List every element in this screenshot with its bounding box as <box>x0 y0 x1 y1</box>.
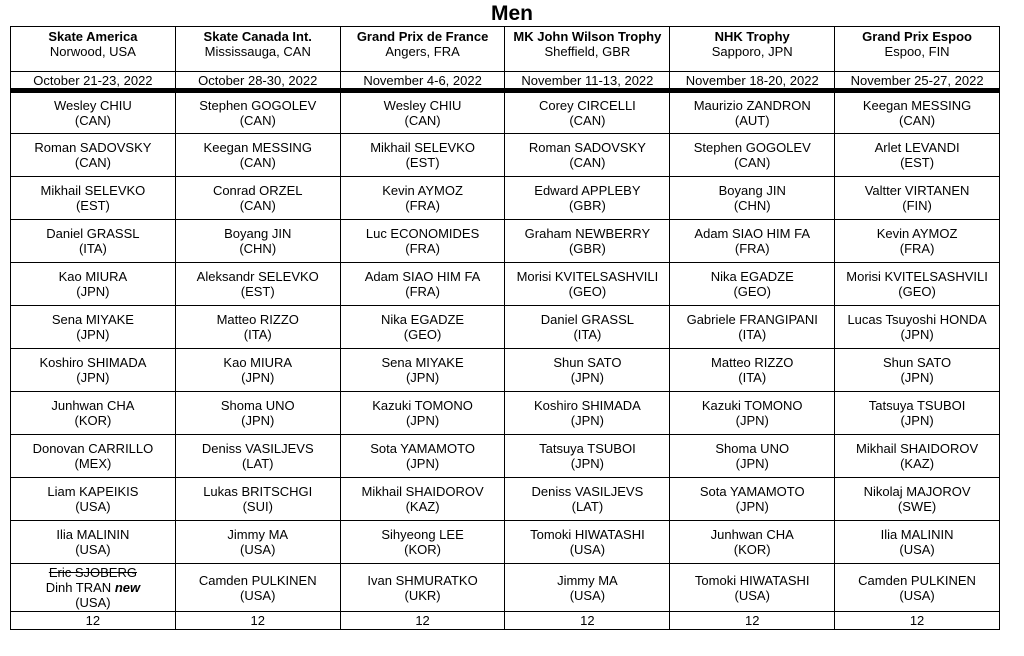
event-header <box>505 27 670 72</box>
skater-name: Shoma UNO <box>715 441 790 456</box>
skater-nation: (CAN) <box>569 155 606 170</box>
skater-name: Sota YAMAMOTO <box>370 441 475 456</box>
skater-name: Tatsuya TSUBOI <box>868 398 966 413</box>
skater-name: Junhwan CHA <box>51 398 135 413</box>
count-row <box>11 612 1000 630</box>
skater-nation: (FRA) <box>405 198 440 213</box>
table-row <box>11 306 1000 349</box>
skater-nation: (GBR) <box>568 198 606 213</box>
skater-name: Camden PULKINEN <box>858 572 976 588</box>
skater-cell <box>835 263 1000 306</box>
skater-name: Adam SIAO HIM FA <box>364 269 481 284</box>
skater-cell <box>835 134 1000 177</box>
skater-nation: (USA) <box>569 542 606 557</box>
skater-nation: (JPN) <box>405 413 440 428</box>
event-name: Grand Prix de France <box>356 29 489 44</box>
skater-name: Kao MIURA <box>58 269 128 284</box>
skater-name: Deniss VASILJEVS <box>201 441 314 456</box>
skater-cell <box>11 521 176 564</box>
skater-cell <box>175 392 340 435</box>
skater-cell <box>835 564 1000 612</box>
skater-cell <box>175 177 340 220</box>
skater-nation: (CAN) <box>899 113 936 128</box>
skater-name: Koshiro SHIMADA <box>39 355 147 370</box>
skater-cell <box>670 564 835 612</box>
skater-nation: (FRA) <box>405 241 440 256</box>
skater-nation: (JPN) <box>76 284 110 299</box>
skater-cell <box>175 435 340 478</box>
event-dates: October 21-23, 2022 <box>11 72 176 91</box>
skater-nation: (FRA) <box>405 284 440 299</box>
entry-count: 12 <box>11 612 176 630</box>
skater-nation: (CAN) <box>74 155 111 170</box>
skater-name: Sena MIYAKE <box>381 355 464 370</box>
skater-nation: (JPN) <box>900 413 934 428</box>
skater-nation: (KAZ) <box>900 456 935 471</box>
skater-name: Liam KAPEIKIS <box>47 484 139 499</box>
skater-name: Ilia MALININ <box>56 527 130 542</box>
skater-nation: (JPN) <box>570 413 604 428</box>
skater-name: Sena MIYAKE <box>51 312 134 327</box>
skater-nation: (KOR) <box>74 413 112 428</box>
skater-name: Roman SADOVSKY <box>528 140 646 155</box>
skater-nation: (JPN) <box>241 413 275 428</box>
skater-name: Nika EGADZE <box>381 312 465 327</box>
skater-name: Mikhail SELEVKO <box>370 140 475 155</box>
entry-count: 12 <box>835 612 1000 630</box>
skater-nation: (KOR) <box>404 542 441 557</box>
skater-cell <box>670 521 835 564</box>
entry-count: 12 <box>340 612 505 630</box>
skater-nation: (EST) <box>405 155 440 170</box>
skater-nation: (CAN) <box>569 113 606 128</box>
skater-nation: (KAZ) <box>405 499 440 514</box>
entry-count: 12 <box>670 612 835 630</box>
skater-cell <box>340 306 505 349</box>
skater-nation: (USA) <box>899 542 935 557</box>
table-row <box>11 263 1000 306</box>
skater-cell <box>340 263 505 306</box>
skater-nation: (ITA) <box>78 241 107 256</box>
skater-nation: (JPN) <box>570 370 604 385</box>
skater-nation: (JPN) <box>241 370 275 385</box>
skater-nation: (JPN) <box>900 370 934 385</box>
skater-nation: (GBR) <box>568 241 606 256</box>
skater-cell <box>340 177 505 220</box>
skater-name: Jimmy MA <box>557 572 618 588</box>
skater-name: Mikhail SHAIDOROV <box>856 441 979 456</box>
skater-cell <box>670 263 835 306</box>
skater-name: Mikhail SHAIDOROV <box>361 484 484 499</box>
skater-cell <box>340 220 505 263</box>
skater-nation: (GEO) <box>898 284 936 299</box>
assignments-table <box>10 26 1000 630</box>
skater-nation: (CAN) <box>74 113 111 128</box>
skater-name: Kazuki TOMONO <box>701 398 803 413</box>
skater-nation: (USA) <box>75 595 111 610</box>
skater-cell <box>835 91 1000 134</box>
skater-cell <box>505 392 670 435</box>
event-dates: November 25-27, 2022 <box>835 72 1000 91</box>
skater-cell <box>11 177 176 220</box>
skater-nation: (GEO) <box>403 327 442 342</box>
skater-cell <box>175 306 340 349</box>
skater-cell <box>835 521 1000 564</box>
event-dates: November 11-13, 2022 <box>505 72 670 91</box>
event-name: Skate America <box>48 29 138 44</box>
skater-nation: (FIN) <box>902 198 932 213</box>
event-location: Sheffield, GBR <box>544 44 631 59</box>
skater-nation: (JPN) <box>735 456 769 471</box>
entry-count: 12 <box>175 612 340 630</box>
skater-name: Conrad ORZEL <box>212 183 303 198</box>
skater-nation: (JPN) <box>570 456 604 471</box>
skater-nation: (USA) <box>75 542 111 557</box>
event-name: NHK Trophy <box>714 29 790 44</box>
skater-cell <box>175 263 340 306</box>
table-row <box>11 478 1000 521</box>
skater-nation: (EST) <box>75 198 110 213</box>
event-header <box>835 27 1000 72</box>
skater-cell <box>11 263 176 306</box>
skater-cell <box>11 349 176 392</box>
table-row <box>11 564 1000 612</box>
skater-nation: (CAN) <box>239 113 276 128</box>
skater-nation: (FRA) <box>899 241 935 256</box>
skater-nation: (JPN) <box>76 327 110 342</box>
skater-cell <box>175 478 340 521</box>
table-row <box>11 435 1000 478</box>
skater-nation: (SWE) <box>897 499 937 514</box>
skater-nation: (ITA) <box>738 327 767 342</box>
table-row <box>11 521 1000 564</box>
skater-cell <box>11 392 176 435</box>
event-name: Grand Prix Espoo <box>862 29 972 44</box>
skater-name: Camden PULKINEN <box>198 572 317 588</box>
event-name: Skate Canada Int. <box>203 29 312 44</box>
skater-cell <box>11 435 176 478</box>
skater-cell <box>175 564 340 612</box>
skater-nation: (USA) <box>899 587 935 603</box>
skater-nation: (EST) <box>900 155 935 170</box>
skater-cell <box>340 521 505 564</box>
skater-cell <box>505 435 670 478</box>
skater-name: Kevin AYMOZ <box>876 226 958 241</box>
skater-cell <box>835 349 1000 392</box>
skater-nation: (JPN) <box>735 413 769 428</box>
skater-name: Kazuki TOMONO <box>372 398 473 413</box>
skater-nation: (JPN) <box>76 370 110 385</box>
table-row <box>11 349 1000 392</box>
skater-cell <box>175 521 340 564</box>
skater-nation: (SUI) <box>242 499 273 514</box>
skater-name: Lukas BRITSCHGI <box>203 484 313 499</box>
skater-cell <box>835 177 1000 220</box>
event-dates: October 28-30, 2022 <box>175 72 340 91</box>
skater-cell <box>670 349 835 392</box>
skater-cell <box>340 392 505 435</box>
event-location: Norwood, USA <box>49 44 136 59</box>
event-dates-row <box>11 72 1000 91</box>
skater-name: Luc ECONOMIDES <box>365 226 480 241</box>
skater-name: Corey CIRCELLI <box>538 98 636 113</box>
skater-nation: (KOR) <box>733 542 771 557</box>
skater-cell <box>11 478 176 521</box>
skater-name: Gabriele FRANGIPANI <box>686 312 818 327</box>
skater-name: Tatsuya TSUBOI <box>539 441 636 456</box>
skater-cell <box>505 521 670 564</box>
skater-cell <box>505 134 670 177</box>
skater-cell <box>670 220 835 263</box>
skater-cell <box>670 392 835 435</box>
skater-cell <box>670 478 835 521</box>
skater-cell <box>670 435 835 478</box>
skater-name: Boyang JIN <box>718 183 786 198</box>
skater-cell <box>11 306 176 349</box>
skater-nation: (CAN) <box>239 155 276 170</box>
table-row <box>11 91 1000 134</box>
event-header <box>11 27 176 72</box>
replacement-line <box>13 580 173 595</box>
table-row <box>11 392 1000 435</box>
skater-name: Wesley CHIU <box>54 98 132 113</box>
skater-cell <box>670 134 835 177</box>
page-title: Men <box>491 2 533 25</box>
skater-nation: (JPN) <box>405 370 440 385</box>
skater-nation: (LAT) <box>571 499 604 514</box>
skater-nation: (GEO) <box>733 284 771 299</box>
skater-name: Shun SATO <box>882 355 952 370</box>
skater-cell <box>835 220 1000 263</box>
event-dates: November 4-6, 2022 <box>340 72 505 91</box>
skater-name: Graham NEWBERRY <box>524 226 651 241</box>
skater-cell <box>505 564 670 612</box>
skater-cell <box>340 564 505 612</box>
new-badge: new <box>114 580 141 595</box>
skater-name: Ilia MALININ <box>880 527 954 542</box>
skater-name: Wesley CHIU <box>383 98 462 113</box>
withdrawn-skater-name: Eric SJOBERG <box>48 565 137 580</box>
skater-cell <box>505 177 670 220</box>
skater-cell <box>175 349 340 392</box>
skater-nation: (USA) <box>240 542 276 557</box>
skater-name: Lucas Tsuyoshi HONDA <box>847 312 987 327</box>
skater-name: Maurizio ZANDRON <box>693 98 811 113</box>
skater-name: Jimmy MA <box>227 527 289 542</box>
skater-name: Tomoki HIWATASHI <box>694 572 810 588</box>
skater-cell <box>11 564 176 612</box>
skater-nation: (JPN) <box>405 456 440 471</box>
skater-cell <box>505 263 670 306</box>
event-location: Espoo, FIN <box>884 44 950 59</box>
skater-name: Kao MIURA <box>223 355 293 370</box>
event-header <box>175 27 340 72</box>
skater-nation: (LAT) <box>241 456 274 471</box>
table-row <box>11 220 1000 263</box>
skater-nation: (MEX) <box>74 456 112 471</box>
skater-name: Edward APPLEBY <box>534 183 641 198</box>
skater-name: Shun SATO <box>553 355 622 370</box>
skater-nation: (JPN) <box>735 499 769 514</box>
skater-name: Keegan MESSING <box>203 140 312 155</box>
skater-cell <box>340 134 505 177</box>
skater-name: Matteo RIZZO <box>216 312 299 327</box>
skater-nation: (ITA) <box>243 327 272 342</box>
skater-name: Morisi KVITELSASHVILI <box>516 269 659 284</box>
skater-cell <box>340 349 505 392</box>
skater-name: Nikolaj MAJOROV <box>863 484 971 499</box>
skater-name: Sota YAMAMOTO <box>699 484 805 499</box>
skater-name: Kevin AYMOZ <box>382 183 463 198</box>
skater-nation: (GEO) <box>568 284 607 299</box>
skater-name: Roman SADOVSKY <box>34 140 152 155</box>
skater-name: Keegan MESSING <box>862 98 972 113</box>
skater-nation: (CHN) <box>239 241 277 256</box>
entry-count: 12 <box>505 612 670 630</box>
skater-nation: (CHN) <box>733 198 771 213</box>
skater-nation: (ITA) <box>738 370 767 385</box>
skater-cell <box>340 435 505 478</box>
event-header <box>670 27 835 72</box>
skater-cell <box>11 134 176 177</box>
event-name: MK John Wilson Trophy <box>513 29 662 44</box>
skater-cell <box>505 220 670 263</box>
skater-name: Ivan SHMURATKO <box>367 572 478 588</box>
skater-name: Boyang JIN <box>224 226 292 241</box>
skater-name: Matteo RIZZO <box>711 355 794 370</box>
skater-name: Daniel GRASSL <box>46 226 140 241</box>
skater-nation: (USA) <box>240 587 276 603</box>
skater-cell <box>340 91 505 134</box>
skater-name: Deniss VASILJEVS <box>531 484 644 499</box>
skater-nation: (JPN) <box>900 327 934 342</box>
skater-nation: (USA) <box>734 587 770 603</box>
skater-name: Stephen GOGOLEV <box>693 140 811 155</box>
skater-cell <box>670 306 835 349</box>
skater-cell <box>11 91 176 134</box>
skater-name: Donovan CARRILLO <box>32 441 154 456</box>
skater-nation: (UKR) <box>404 587 441 603</box>
skater-nation: (AUT) <box>734 113 770 128</box>
skater-cell <box>175 220 340 263</box>
skater-name: Valtter VIRTANEN <box>864 183 970 198</box>
skater-nation: (USA) <box>75 499 111 514</box>
skater-cell <box>11 220 176 263</box>
skater-cell <box>505 349 670 392</box>
event-location: Angers, FRA <box>385 44 460 59</box>
skater-name: Koshiro SHIMADA <box>533 398 641 413</box>
skater-nation: (ITA) <box>573 327 602 342</box>
skater-cell <box>340 478 505 521</box>
skater-cell <box>835 306 1000 349</box>
skater-nation: (CAN) <box>404 113 441 128</box>
skater-nation: (FRA) <box>734 241 770 256</box>
skater-cell <box>505 306 670 349</box>
skater-cell <box>670 177 835 220</box>
event-header <box>340 27 505 72</box>
skater-name: Morisi KVITELSASHVILI <box>846 269 988 284</box>
skater-cell <box>505 478 670 521</box>
skater-name: Nika EGADZE <box>710 269 794 284</box>
skater-cell <box>835 478 1000 521</box>
skater-name: Junhwan CHA <box>710 527 794 542</box>
skater-nation: (USA) <box>569 587 606 603</box>
skater-name: Mikhail SELEVKO <box>40 183 146 198</box>
skater-name: Shoma UNO <box>220 398 295 413</box>
skater-name: Aleksandr SELEVKO <box>196 269 319 284</box>
skater-cell <box>175 134 340 177</box>
event-dates: November 18-20, 2022 <box>670 72 835 91</box>
skater-name: Stephen GOGOLEV <box>199 98 317 113</box>
event-location: Sapporo, JPN <box>711 44 793 59</box>
skater-name: Adam SIAO HIM FA <box>694 226 811 241</box>
skater-cell <box>175 91 340 134</box>
event-header-row <box>11 27 1000 72</box>
skater-cell <box>835 392 1000 435</box>
skater-name: Sihyeong LEE <box>381 527 464 542</box>
table-row <box>11 177 1000 220</box>
skater-name: Arlet LEVANDI <box>874 140 960 155</box>
skater-name: Daniel GRASSL <box>540 312 634 327</box>
event-location: Mississauga, CAN <box>204 44 311 59</box>
table-row <box>11 134 1000 177</box>
skater-cell <box>670 91 835 134</box>
replacement-skater-name: Dinh TRAN <box>45 580 112 595</box>
skater-cell <box>505 91 670 134</box>
skater-cell <box>835 435 1000 478</box>
skater-nation: (EST) <box>240 284 275 299</box>
skater-nation: (CAN) <box>734 155 771 170</box>
skater-name: Tomoki HIWATASHI <box>530 527 645 542</box>
skater-nation: (CAN) <box>239 198 276 213</box>
